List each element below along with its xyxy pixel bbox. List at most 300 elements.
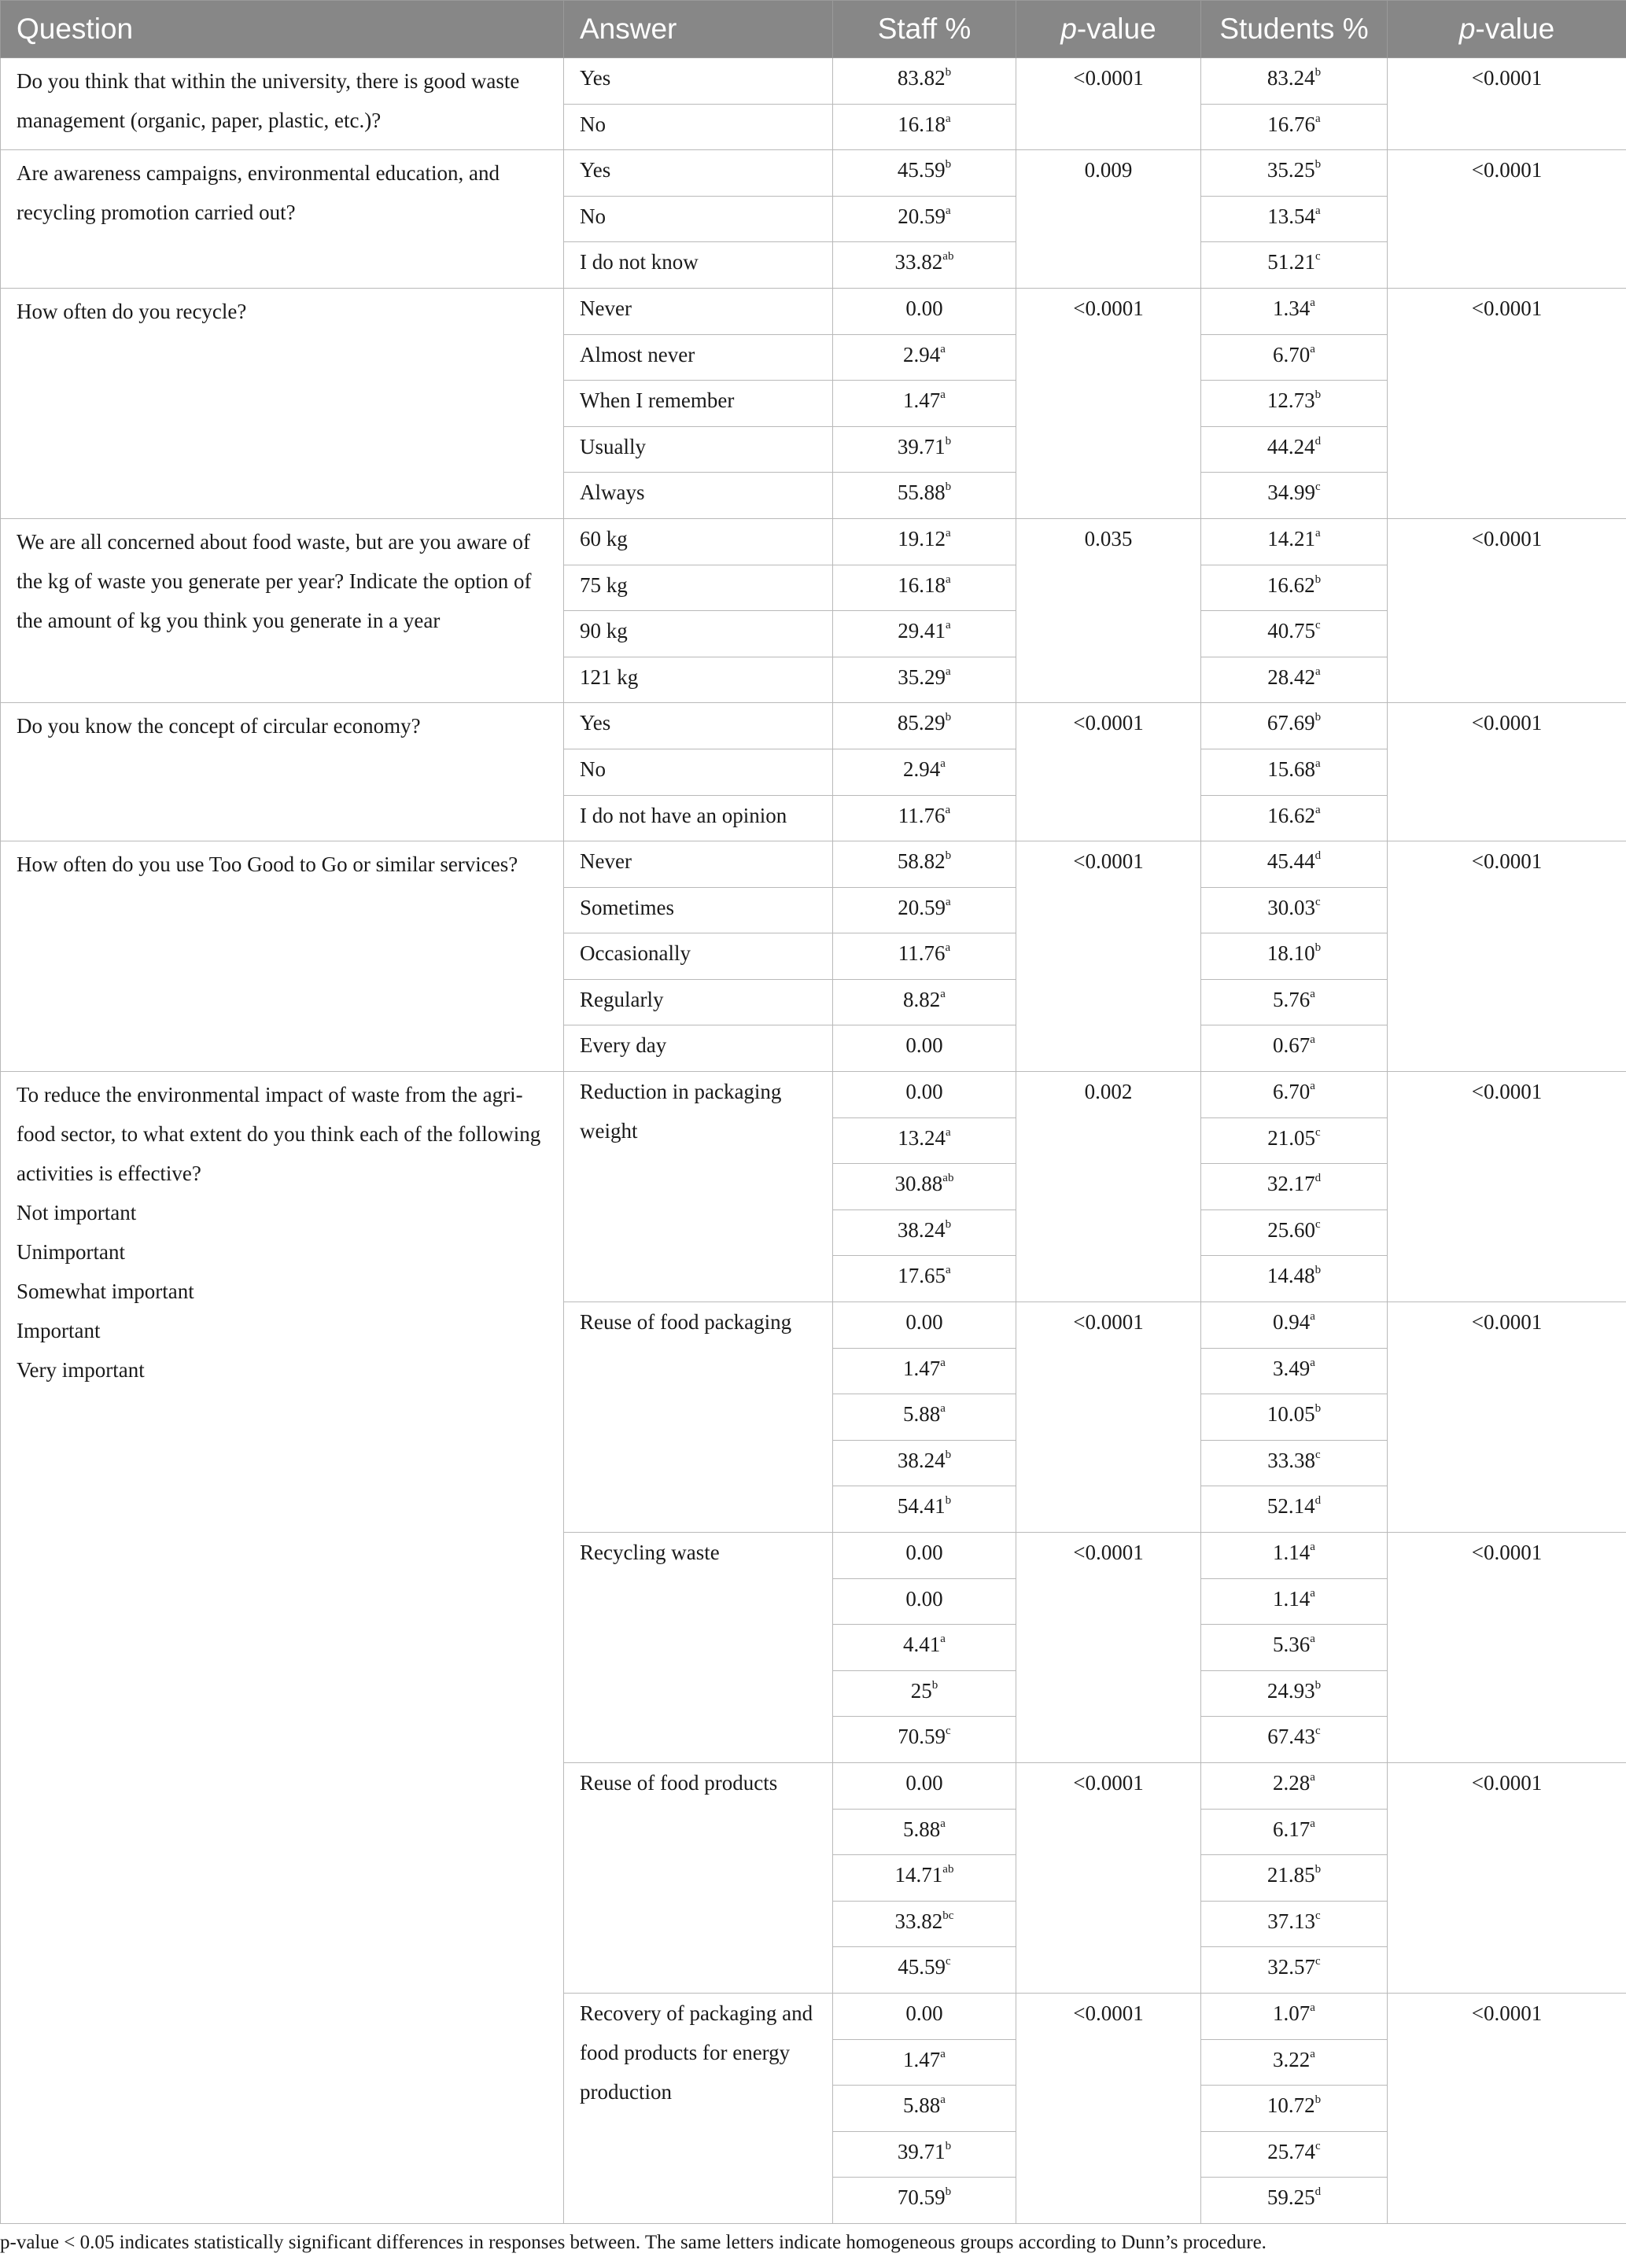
students-percent-cell-value: 67.69 [1267, 711, 1315, 735]
staff-percent-cell [833, 703, 1016, 749]
students-percent-cell-group-letter: a [1310, 1080, 1315, 1093]
staff-percent-cell [833, 1625, 1016, 1671]
staff-percent-cell-value: 1.47 [903, 1356, 941, 1380]
students-percent-cell-value: 15.68 [1267, 757, 1316, 781]
students-percent-cell-value: 45.44 [1267, 849, 1315, 874]
staff-percent-cell-group-letter: b [945, 1217, 952, 1231]
students-percent-cell-group-letter: b [1314, 573, 1322, 586]
staff-percent-cell [833, 473, 1016, 519]
question-cell: Do you think that within the university, there is good waste management (organic, paper, plastic, etc.)? [1, 58, 564, 150]
staff-percent-cell-group-letter: a [946, 619, 951, 632]
staff-percent-cell [833, 657, 1016, 703]
header-students: Students % [1201, 1, 1388, 58]
table-row [1, 150, 1626, 197]
staff-percent-cell-group-letter: b [945, 2185, 952, 2199]
students-percent-cell-group-letter: b [1314, 158, 1322, 171]
staff-percent-cell [833, 1072, 1016, 1118]
students-percent-cell-group-letter: c [1315, 1909, 1321, 1922]
staff-percent-cell [833, 58, 1016, 105]
students-percent-cell-value: 44.24 [1267, 434, 1315, 458]
staff-percent-cell-value: 55.88 [897, 480, 946, 505]
students-percent-cell-value: 10.05 [1267, 1402, 1315, 1427]
students-percent-cell [1201, 1809, 1388, 1855]
staff-percent-cell-value: 25 [910, 1678, 932, 1703]
staff-percent-cell-value: 20.59 [898, 204, 946, 228]
students-p-value-cell: <0.0001 [1388, 1762, 1626, 1993]
staff-percent-cell-group-letter: a [946, 526, 951, 539]
staff-percent-cell-group-letter: b [945, 480, 952, 494]
staff-percent-cell-group-letter: a [946, 1264, 951, 1277]
staff-percent-cell-group-letter: a [940, 1817, 946, 1830]
staff-percent-cell-value: 5.88 [903, 2093, 941, 2118]
students-percent-cell-group-letter: d [1314, 2185, 1322, 2199]
students-percent-cell-group-letter: a [1310, 1310, 1315, 1324]
students-percent-cell [1201, 1486, 1388, 1533]
students-percent-cell-value: 14.21 [1267, 526, 1316, 550]
students-percent-cell-value: 33.38 [1267, 1448, 1316, 1472]
staff-percent-cell-value: 5.88 [903, 1402, 941, 1427]
answer-cell: Occasionally [564, 933, 833, 980]
staff-percent-cell-value: 1.47 [903, 388, 941, 413]
students-percent-cell [1201, 1625, 1388, 1671]
students-percent-cell [1201, 1993, 1388, 2039]
staff-percent-cell-value: 70.59 [897, 2185, 946, 2210]
staff-percent-cell [833, 933, 1016, 980]
staff-percent-cell [833, 2086, 1016, 2132]
students-percent-cell-group-letter: a [1315, 757, 1321, 770]
students-p-value-cell: <0.0001 [1388, 288, 1626, 518]
students-percent-cell-value: 5.76 [1273, 987, 1311, 1011]
students-percent-cell [1201, 1901, 1388, 1947]
staff-percent-cell [833, 381, 1016, 427]
students-percent-cell [1201, 703, 1388, 749]
students-percent-cell-group-letter: c [1315, 2139, 1321, 2152]
answer-cell: 90 kg [564, 611, 833, 657]
students-percent-cell-value: 16.76 [1267, 112, 1316, 136]
students-percent-cell [1201, 1855, 1388, 1902]
students-percent-cell-value: 52.14 [1267, 1494, 1315, 1519]
staff-percent-cell-value: 83.82 [897, 66, 946, 90]
question-cell: We are all concerned about food waste, but are you aware of the kg of waste you generate per year? Indicate the option of the amount of kg you think you generate in a year [1, 518, 564, 702]
question-cell: How often do you use Too Good to Go or similar services? [1, 841, 564, 1072]
header-row [1, 1, 1626, 58]
students-percent-cell-group-letter: b [1314, 388, 1322, 402]
table-row [1, 703, 1626, 749]
answer-cell: Yes [564, 150, 833, 197]
students-p-value-cell: <0.0001 [1388, 1072, 1626, 1302]
students-percent-cell-group-letter: a [1310, 1817, 1315, 1830]
staff-percent-cell [833, 1256, 1016, 1302]
header-p-italic: p [1060, 13, 1077, 45]
staff-percent-cell [833, 1394, 1016, 1441]
staff-percent-cell-value: 2.94 [903, 342, 941, 366]
staff-percent-cell [833, 1670, 1016, 1717]
students-percent-cell-value: 59.25 [1267, 2185, 1315, 2210]
students-p-value-cell: <0.0001 [1388, 1533, 1626, 1763]
staff-percent-cell [833, 1486, 1016, 1533]
staff-percent-cell-value: 58.82 [897, 849, 946, 874]
header-staff: Staff % [833, 1, 1016, 58]
staff-p-value-cell: <0.0001 [1016, 1533, 1201, 1763]
students-percent-cell-group-letter: c [1315, 1125, 1321, 1139]
students-percent-cell-value: 1.07 [1273, 2001, 1311, 2025]
students-percent-cell [1201, 1670, 1388, 1717]
students-percent-cell [1201, 1256, 1388, 1302]
students-percent-cell [1201, 933, 1388, 980]
students-percent-cell-value: 12.73 [1267, 388, 1315, 413]
students-percent-cell-group-letter: a [1315, 112, 1321, 125]
staff-percent-cell [833, 1947, 1016, 1994]
staff-percent-cell-group-letter: a [940, 1633, 946, 1646]
staff-percent-cell [833, 887, 1016, 933]
students-percent-cell-group-letter: c [1315, 619, 1321, 632]
students-percent-cell [1201, 196, 1388, 242]
staff-percent-cell [833, 749, 1016, 795]
importance-scale-item: Not important [17, 1201, 137, 1225]
answer-cell: No [564, 196, 833, 242]
staff-percent-cell [833, 1440, 1016, 1486]
answer-cell: 75 kg [564, 565, 833, 611]
staff-percent-cell-group-letter: a [940, 342, 946, 355]
students-percent-cell [1201, 473, 1388, 519]
students-percent-cell-value: 10.72 [1267, 2093, 1315, 2118]
answer-cell: Every day [564, 1025, 833, 1072]
staff-percent-cell-value: 0.00 [905, 2001, 943, 2025]
staff-percent-cell [833, 1533, 1016, 1579]
staff-percent-cell-value: 8.82 [903, 987, 941, 1011]
staff-percent-cell-value: 33.82 [894, 1909, 943, 1933]
students-percent-cell [1201, 2039, 1388, 2086]
staff-percent-cell [833, 795, 1016, 841]
staff-percent-cell [833, 611, 1016, 657]
students-percent-cell-group-letter: d [1314, 434, 1322, 447]
answer-cell: No [564, 104, 833, 150]
students-percent-cell-group-letter: c [1315, 250, 1321, 263]
table-row [1, 1072, 1626, 1118]
staff-percent-cell-group-letter: ab [942, 1172, 954, 1185]
students-percent-cell [1201, 611, 1388, 657]
staff-percent-cell-group-letter: b [945, 66, 952, 79]
staff-percent-cell-value: 16.18 [898, 112, 946, 136]
students-percent-cell [1201, 1302, 1388, 1349]
staff-percent-cell-group-letter: a [946, 204, 951, 217]
staff-percent-cell-group-letter: bc [942, 1909, 954, 1922]
students-percent-cell-group-letter: c [1315, 1725, 1321, 1738]
students-percent-cell [1201, 887, 1388, 933]
importance-scale-item: Important [17, 1319, 101, 1343]
students-percent-cell-group-letter: a [1310, 1033, 1315, 1047]
students-p-value-cell: <0.0001 [1388, 1302, 1626, 1533]
students-percent-cell [1201, 1025, 1388, 1072]
students-p-value-cell: <0.0001 [1388, 703, 1626, 841]
answer-cell: Yes [564, 703, 833, 749]
staff-percent-cell [833, 242, 1016, 289]
staff-percent-cell-value: 0.00 [905, 1770, 943, 1795]
staff-percent-cell-group-letter: b [945, 434, 952, 447]
students-percent-cell-group-letter: b [1314, 2093, 1322, 2107]
staff-p-value-cell: <0.0001 [1016, 703, 1201, 841]
students-percent-cell-group-letter: b [1314, 1863, 1322, 1876]
staff-percent-cell-value: 85.29 [897, 711, 946, 735]
staff-percent-cell [833, 1762, 1016, 1809]
staff-percent-cell-group-letter: a [946, 1125, 951, 1139]
students-percent-cell-group-letter: c [1315, 480, 1321, 494]
staff-percent-cell-value: 38.24 [897, 1448, 946, 1472]
students-percent-cell [1201, 518, 1388, 565]
students-percent-cell-group-letter: c [1315, 1448, 1321, 1461]
staff-percent-cell-value: 45.59 [898, 1955, 946, 1979]
students-percent-cell-value: 13.54 [1267, 204, 1316, 228]
students-percent-cell-value: 1.14 [1273, 1586, 1311, 1611]
students-percent-cell-value: 16.62 [1267, 573, 1315, 597]
staff-percent-cell-value: 39.71 [897, 2139, 946, 2163]
students-percent-cell-value: 30.03 [1267, 895, 1316, 919]
question-cell: Do you know the concept of circular economy? [1, 703, 564, 841]
students-percent-cell-value: 1.34 [1273, 296, 1311, 320]
staff-percent-cell-value: 0.00 [905, 1033, 943, 1058]
students-p-value-cell: <0.0001 [1388, 1993, 1626, 2223]
staff-percent-cell-group-letter: a [940, 987, 946, 1000]
activity-question-text: To reduce the environmental impact of waste from the agri-food sector, to what extent do you think each of the following activities is effective? [17, 1083, 541, 1186]
answer-cell: Usually [564, 426, 833, 473]
staff-percent-cell-value: 11.76 [898, 803, 946, 827]
students-percent-cell-group-letter: a [1310, 342, 1315, 355]
students-percent-cell [1201, 841, 1388, 888]
students-percent-cell-value: 28.42 [1267, 665, 1316, 689]
answer-cell: 121 kg [564, 657, 833, 703]
students-percent-cell-group-letter: a [1315, 665, 1321, 678]
answer-cell: I do not have an opinion [564, 795, 833, 841]
students-percent-cell-value: 67.43 [1267, 1725, 1316, 1749]
staff-p-value-cell: 0.002 [1016, 1072, 1201, 1302]
students-percent-cell [1201, 242, 1388, 289]
students-percent-cell [1201, 749, 1388, 795]
answer-cell: Never [564, 288, 833, 334]
students-percent-cell [1201, 2086, 1388, 2132]
staff-p-value-cell: <0.0001 [1016, 1762, 1201, 1993]
staff-percent-cell-group-letter: b [931, 1678, 938, 1692]
question-cell: Are awareness campaigns, environmental education, and recycling promotion carried out? [1, 150, 564, 289]
students-percent-cell-value: 3.22 [1273, 2047, 1311, 2071]
staff-percent-cell [833, 518, 1016, 565]
header-p-staff [1016, 1, 1201, 58]
importance-scale-item: Somewhat important [17, 1279, 194, 1304]
students-percent-cell-group-letter: c [1315, 895, 1321, 908]
staff-p-value-cell: 0.009 [1016, 150, 1201, 289]
students-p-value-cell: <0.0001 [1388, 518, 1626, 702]
students-percent-cell-value: 32.17 [1267, 1172, 1315, 1196]
students-percent-cell-group-letter: a [1310, 1586, 1315, 1600]
students-percent-cell-group-letter: b [1314, 711, 1322, 724]
staff-percent-cell-value: 0.00 [905, 1310, 943, 1335]
staff-percent-cell [833, 1809, 1016, 1855]
staff-percent-cell-group-letter: b [945, 1448, 952, 1461]
students-percent-cell [1201, 1348, 1388, 1394]
staff-percent-cell-group-letter: a [940, 2093, 946, 2107]
students-percent-cell [1201, 1164, 1388, 1210]
staff-percent-cell-group-letter: b [945, 158, 952, 171]
staff-percent-cell [833, 2178, 1016, 2224]
students-percent-cell [1201, 426, 1388, 473]
students-percent-cell-value: 3.49 [1273, 1356, 1311, 1380]
students-percent-cell-value: 83.24 [1267, 66, 1315, 90]
students-percent-cell [1201, 1394, 1388, 1441]
staff-p-value-cell: <0.0001 [1016, 1993, 1201, 2223]
staff-percent-cell-value: 33.82 [894, 250, 943, 274]
staff-percent-cell [833, 1901, 1016, 1947]
staff-percent-cell [833, 196, 1016, 242]
staff-p-value-cell: <0.0001 [1016, 58, 1201, 150]
staff-percent-cell-value: 0.00 [905, 1586, 943, 1611]
staff-percent-cell-value: 39.71 [897, 434, 946, 458]
staff-percent-cell-group-letter: a [946, 573, 951, 586]
header-question: Question [1, 1, 564, 58]
table-row [1, 58, 1626, 105]
students-percent-cell [1201, 2131, 1388, 2178]
table-row [1, 288, 1626, 334]
header-p-students [1388, 1, 1626, 58]
answer-cell: I do not know [564, 242, 833, 289]
students-percent-cell-value: 32.57 [1267, 1955, 1316, 1979]
staff-percent-cell-value: 2.94 [903, 757, 941, 781]
students-percent-cell-value: 25.60 [1267, 1217, 1316, 1242]
students-percent-cell-group-letter: a [1310, 1633, 1315, 1646]
students-percent-cell [1201, 1947, 1388, 1994]
students-percent-cell-value: 18.10 [1267, 941, 1315, 966]
staff-percent-cell [833, 841, 1016, 888]
staff-percent-cell-group-letter: c [946, 1725, 951, 1738]
students-percent-cell-value: 40.75 [1267, 619, 1316, 643]
staff-percent-cell [833, 1855, 1016, 1902]
students-percent-cell [1201, 1209, 1388, 1256]
staff-percent-cell-value: 38.24 [897, 1217, 946, 1242]
staff-percent-cell-value: 11.76 [898, 941, 946, 966]
students-percent-cell-value: 25.74 [1267, 2139, 1316, 2163]
answer-cell: Yes [564, 58, 833, 105]
staff-percent-cell-value: 0.00 [905, 296, 943, 320]
students-percent-cell-group-letter: a [1310, 1541, 1315, 1553]
staff-percent-cell-value: 30.88 [894, 1172, 943, 1196]
students-percent-cell-value: 21.05 [1267, 1125, 1316, 1150]
students-percent-cell [1201, 1117, 1388, 1164]
students-percent-cell [1201, 104, 1388, 150]
question-cell [1, 1072, 564, 2224]
students-percent-cell-value: 6.17 [1273, 1817, 1311, 1841]
header-p-rest: -value [1475, 13, 1555, 45]
staff-percent-cell [833, 1993, 1016, 2039]
students-percent-cell-value: 14.48 [1267, 1264, 1315, 1288]
staff-percent-cell-group-letter: a [945, 803, 951, 816]
staff-percent-cell [833, 2131, 1016, 2178]
staff-percent-cell [833, 1717, 1016, 1763]
students-percent-cell-group-letter: c [1315, 1217, 1321, 1231]
staff-percent-cell-value: 45.59 [897, 158, 946, 182]
staff-percent-cell-value: 4.41 [903, 1633, 941, 1657]
students-percent-cell-group-letter: b [1314, 66, 1322, 79]
activity-cell: Reduction in packaging weight [564, 1072, 833, 1302]
staff-percent-cell-group-letter: a [946, 665, 951, 678]
staff-percent-cell-value: 13.24 [898, 1125, 946, 1150]
students-percent-cell [1201, 795, 1388, 841]
students-percent-cell [1201, 58, 1388, 105]
table-row [1, 841, 1626, 888]
answer-cell: No [564, 749, 833, 795]
students-percent-cell-group-letter: b [1314, 1678, 1322, 1692]
staff-percent-cell-value: 5.88 [903, 1817, 941, 1841]
answer-cell: 60 kg [564, 518, 833, 565]
table-row [1, 518, 1626, 565]
staff-percent-cell-group-letter: ab [942, 1863, 954, 1876]
students-percent-cell-value: 2.28 [1273, 1770, 1311, 1795]
students-percent-cell [1201, 2178, 1388, 2224]
students-percent-cell [1201, 1762, 1388, 1809]
staff-percent-cell-group-letter: a [946, 895, 951, 908]
staff-percent-cell-group-letter: a [940, 388, 946, 402]
students-percent-cell-value: 16.62 [1267, 803, 1316, 827]
students-p-value-cell: <0.0001 [1388, 150, 1626, 289]
students-percent-cell [1201, 1440, 1388, 1486]
students-percent-cell-group-letter: a [1315, 526, 1321, 539]
staff-percent-cell-group-letter: a [940, 757, 946, 770]
students-percent-cell-value: 24.93 [1267, 1678, 1315, 1703]
staff-percent-cell-group-letter: c [946, 1955, 951, 1968]
staff-percent-cell [833, 2039, 1016, 2086]
question-cell: How often do you recycle? [1, 288, 564, 518]
students-percent-cell-group-letter: c [1315, 1955, 1321, 1968]
staff-percent-cell-value: 0.00 [905, 1541, 943, 1564]
staff-percent-cell-group-letter: b [945, 1494, 952, 1508]
staff-percent-cell-value: 54.41 [897, 1494, 946, 1519]
students-percent-cell-value: 37.13 [1267, 1909, 1316, 1933]
students-percent-cell [1201, 565, 1388, 611]
students-percent-cell [1201, 150, 1388, 197]
staff-percent-cell [833, 150, 1016, 197]
students-percent-cell [1201, 1717, 1388, 1763]
students-percent-cell-group-letter: a [1310, 296, 1315, 309]
staff-percent-cell-value: 1.47 [903, 2047, 941, 2071]
staff-percent-cell-group-letter: b [945, 849, 952, 863]
staff-percent-cell [833, 1348, 1016, 1394]
staff-percent-cell [833, 288, 1016, 334]
students-percent-cell [1201, 1578, 1388, 1625]
staff-percent-cell [833, 565, 1016, 611]
staff-percent-cell [833, 334, 1016, 381]
header-p-italic: p [1458, 13, 1476, 45]
students-percent-cell-group-letter: a [1310, 2001, 1315, 2014]
staff-percent-cell-value: 70.59 [898, 1725, 946, 1749]
students-percent-cell-value: 6.70 [1273, 342, 1311, 366]
students-percent-cell [1201, 979, 1388, 1025]
staff-percent-cell-value: 17.65 [898, 1264, 946, 1288]
students-percent-cell-value: 1.14 [1273, 1541, 1311, 1564]
importance-scale-item: Unimportant [17, 1240, 125, 1265]
importance-scale-item: Very important [17, 1358, 145, 1383]
students-percent-cell-group-letter: a [1310, 1356, 1315, 1369]
staff-percent-cell-value: 20.59 [898, 895, 946, 919]
students-percent-cell-value: 35.25 [1267, 158, 1315, 182]
staff-p-value-cell: 0.035 [1016, 518, 1201, 702]
answer-cell: Always [564, 473, 833, 519]
staff-percent-cell [833, 1578, 1016, 1625]
header-p-rest: -value [1076, 13, 1156, 45]
staff-percent-cell [833, 1025, 1016, 1072]
staff-percent-cell-value: 14.71 [894, 1863, 943, 1887]
staff-percent-cell [833, 104, 1016, 150]
table-body [1, 58, 1626, 2224]
staff-percent-cell-value: 0.00 [905, 1080, 943, 1104]
answer-cell: Regularly [564, 979, 833, 1025]
students-percent-cell-group-letter: a [1315, 803, 1321, 816]
